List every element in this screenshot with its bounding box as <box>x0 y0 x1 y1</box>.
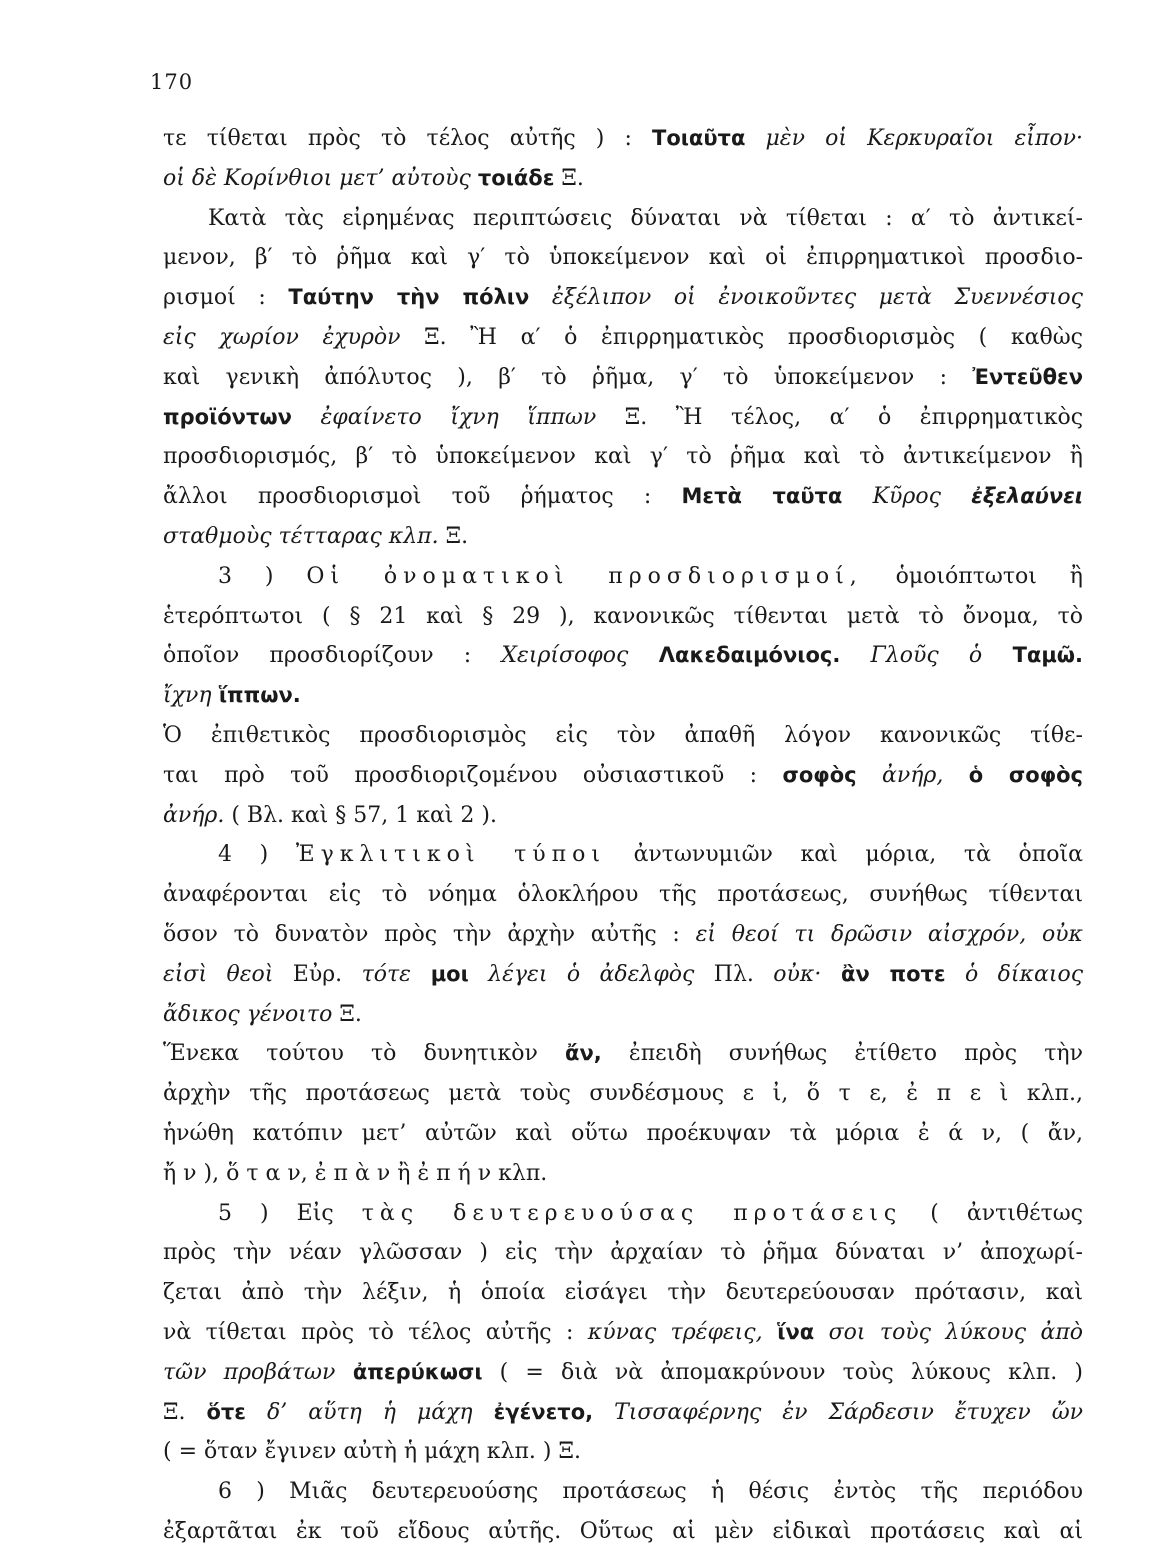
text-segment: ἀντωνυμιῶν καὶ μόρια, τὰ ὁποῖα <box>605 842 1083 868</box>
text-segment: ζεται ἀπὸ τὴν λέξιν, ἡ ὁποία εἰσάγει τὴν δευτερεύουσαν πρότασιν, καὶ <box>163 1280 1083 1306</box>
text-segment: ἤ ν ), ὅ τ α ν, ἐ π ὰ ν ἢ ἐ π ή ν κλπ. <box>163 1160 548 1186</box>
text-line <box>163 238 1083 278</box>
text-line <box>163 119 1083 159</box>
text-segment: 3 ) <box>218 563 307 589</box>
text-segment: οὐκ· <box>773 961 822 987</box>
text-segment: νὰ τίθεται πρὸς τὸ τέλος αὐτῆς : <box>163 1319 588 1345</box>
text-line <box>163 1273 1083 1313</box>
text-line <box>163 875 1083 915</box>
text-line <box>163 1393 1083 1433</box>
text-line <box>163 676 1083 716</box>
text-segment: ἐφαίνετο ἴχνη ἵππων <box>291 404 597 430</box>
text-line <box>163 1432 1083 1472</box>
text-line <box>163 1353 1083 1393</box>
text-segment: Ἐντεῦθεν <box>972 364 1083 389</box>
text-segment: οἱ δὲ Κορίνθιοι μετ’ αὐτοὺς <box>163 165 478 191</box>
text-segment: Πλ. <box>694 961 774 987</box>
text-line <box>163 1313 1083 1353</box>
text-line <box>163 716 1083 756</box>
text-line <box>163 636 1083 676</box>
text-segment: ὁποῖον προσδιορίζουν : <box>163 643 502 669</box>
text-segment: εἰσὶ θεοὶ <box>163 961 274 987</box>
text-segment: Ταύτην τὴν πόλιν <box>288 285 530 310</box>
text-segment: Τοιαῦτα <box>652 126 746 150</box>
text-segment: ὁ δίκαιος <box>945 961 1083 987</box>
text-segment: δ’ αὕτη ἡ μάχη <box>246 1399 494 1425</box>
text-line <box>163 477 1083 517</box>
text-segment: 6 ) Μιᾶς δευτερευούσης προτάσεως ἡ θέσις ἐντὸς τῆς περιόδου <box>218 1479 1083 1505</box>
text-segment: Ξ. <box>438 523 469 549</box>
text-segment: ἡνώθη κατόπιν μετ’ αὐτῶν καὶ οὕτω προέκυψαν τὰ μόρια ἐ ά ν, ( ἄν, <box>163 1120 1083 1146</box>
text-line <box>163 1074 1083 1114</box>
text-segment: Ἕνεκα τούτου τὸ δυνητικὸν <box>163 1041 566 1067</box>
text-line <box>163 517 1083 557</box>
text-line <box>163 1114 1083 1154</box>
text-line <box>163 199 1083 239</box>
text-segment: εἰς χωρίον ἐχυρὸν <box>163 324 401 350</box>
text-line <box>163 557 1083 597</box>
text-segment: πρὸς τὴν νέαν γλῶσσαν ) εἰς τὴν ἀρχαίαν τὸ ῥῆμα δύναται ν’ ἀποχωρί- <box>163 1240 1083 1266</box>
text-segment: τε τίθεται πρὸς τὸ τέλος αὐτῆς ) : <box>163 126 652 151</box>
text-line <box>163 995 1083 1035</box>
text-segment: ἵππων. <box>211 683 301 708</box>
text-line <box>163 1512 1083 1552</box>
text-segment: Οἱ ὀνοματικοὶ προσδιορισμοί, <box>306 563 863 589</box>
text-segment: ἑτερόπτωτοι ( § 21 καὶ § 29 ), κανονικῶς τίθενται μετὰ τὸ ὄνομα, τὸ <box>163 603 1083 629</box>
text-segment: Εὐρ. <box>273 961 362 987</box>
body-text <box>163 119 1083 1552</box>
text-segment: ἀπερύκωσι <box>335 1359 483 1384</box>
text-segment: Ξ. <box>332 1001 362 1027</box>
text-line <box>163 159 1083 199</box>
text-segment: μοι <box>410 961 469 986</box>
text-segment: Ξ. <box>554 165 584 191</box>
text-segment: μενον, β′ τὸ ῥῆμα καὶ γ′ τὸ ὑποκείμενον καὶ οἱ ἐπιρρηματικοὶ προσδιο- <box>163 245 1083 271</box>
text-segment: ἄλλοι προσδιορισμοὶ τοῦ ῥήματος : <box>163 484 682 510</box>
text-segment: Γλοῦς ὁ <box>840 643 983 669</box>
text-segment: ἄδικος γένοιτο <box>163 1001 333 1027</box>
text-line <box>163 1472 1083 1512</box>
text-segment: ἀναφέρονται εἰς τὸ νόημα ὁλοκλήρου τῆς προτάσεως, συνήθως τίθενται <box>163 882 1083 908</box>
text-segment: ( Βλ. καὶ § 57, 1 καὶ 2 ). <box>224 802 497 828</box>
text-line <box>163 318 1083 358</box>
text-segment: σοι τοὺς λύκους ἀπὸ <box>814 1319 1083 1345</box>
text-segment: ται πρὸ τοῦ προσδιοριζομένου οὐσιαστικοῦ : <box>163 762 783 788</box>
text-segment: εἰ θεοί τι δρῶσιν αἰσχρόν, οὐκ <box>695 921 1083 947</box>
text-segment: Ξ. Ἢ α′ ὁ ἐπιρρηματικὸς προσδιορισμὸς ( καθὼς <box>400 324 1083 350</box>
text-line <box>163 597 1083 637</box>
text-segment: ὅσον τὸ δυνατὸν πρὸς τὴν ἀρχὴν αὐτῆς : <box>163 921 696 947</box>
text-segment: προϊόντων <box>163 404 292 429</box>
text-segment: Ξ. Ἢ τέλος, α′ ὁ ἐπιρρηματικὸς <box>596 404 1083 430</box>
text-segment: Κατὰ τὰς εἰρημένας περιπτώσεις δύναται νὰ τίθεται : α′ τὸ ἀντικεί- <box>208 205 1083 231</box>
text-segment: ἀνήρ. <box>163 802 225 828</box>
text-line <box>163 756 1083 796</box>
text-segment: ὁ σοφὸς <box>968 762 1083 787</box>
text-segment: προσδιορισμός, β′ τὸ ὑποκείμενον καὶ γ′ τὸ ῥῆμα καὶ τὸ ἀντικείμενον ἢ <box>163 444 1083 470</box>
text-segment: ( = διὰ νὰ ἀπομακρύνουν τοὺς λύκους κλπ. ) <box>482 1359 1083 1385</box>
text-segment: ἐπειδὴ συνήθως ἐτίθετο πρὸς τὴν <box>601 1041 1083 1067</box>
text-segment: Λακεδαιμόνιος. <box>628 643 841 668</box>
text-segment: Μετὰ ταῦτα <box>681 484 843 509</box>
text-segment: σοφὸς <box>782 762 857 787</box>
text-segment: Ταμῶ. <box>982 643 1083 668</box>
text-segment: τὰς δευτερευούσας προτάσεις <box>361 1200 903 1226</box>
text-segment: ἵνα <box>762 1319 815 1344</box>
text-line <box>163 437 1083 477</box>
text-segment: ὅτε <box>206 1399 246 1424</box>
text-segment: ( = ὅταν ἔγινεν αὐτὴ ἡ μάχη κλπ. ) Ξ. <box>163 1439 581 1465</box>
text-segment: ἀρχὴν τῆς προτάσεως μετὰ τοὺς συνδέσμους ε ἰ, ὅ τ ε, ἐ π ε ὶ κλπ., <box>163 1081 1083 1107</box>
text-line <box>163 278 1083 318</box>
text-segment: καὶ γενικὴ ἀπόλυτος ), β′ τὸ ῥῆμα, γ′ τὸ ὑποκείμενον : <box>163 364 973 390</box>
text-segment: ἐξέλιπον οἱ ἐνοικοῦντες μετὰ Συεννέσιος <box>529 285 1083 311</box>
text-segment: Ἐγκλιτικοὶ τύποι <box>295 842 606 868</box>
text-line <box>163 915 1083 955</box>
text-segment: Κῦρος <box>842 484 972 510</box>
text-segment: κύνας τρέφεις, <box>587 1319 763 1345</box>
text-line <box>163 1154 1083 1194</box>
text-line <box>163 1233 1083 1273</box>
text-segment: λέγει ὁ ἀδελφὸς <box>468 961 695 987</box>
text-segment: ἐξαρτᾶται ἐκ τοῦ εἴδους αὐτῆς. Οὕτως αἱ μὲν εἰδικαὶ προτάσεις καὶ αἱ <box>163 1518 1083 1544</box>
text-line <box>163 1034 1083 1074</box>
text-segment: 4 ) <box>218 842 296 868</box>
text-segment: Ὁ ἐπιθετικὸς προσδιορισμὸς εἰς τὸν ἀπαθῆ λόγον κανονικῶς τίθε- <box>163 722 1083 748</box>
text-segment: σταθμοὺς τέτταρας κλπ. <box>163 523 439 549</box>
text-segment: τοιάδε <box>477 165 555 190</box>
text-line <box>163 796 1083 836</box>
text-line <box>163 1194 1083 1234</box>
text-line <box>163 358 1083 398</box>
text-segment: ἐγένετο, <box>493 1399 594 1424</box>
text-segment: τότε <box>361 961 411 987</box>
text-segment: ἴχνη <box>163 683 212 709</box>
text-segment: Τισσαφέρνης ἐν Σάρδεσιν ἔτυχεν ὤν <box>593 1399 1083 1425</box>
text-segment: ὁμοιόπτωτοι ἢ <box>862 563 1083 589</box>
page-number: 170 <box>150 70 194 94</box>
text-segment: ἂν ποτε <box>821 961 946 986</box>
text-segment: Χειρίσοφος <box>501 643 629 669</box>
text-segment: ρισμοί : <box>163 285 289 311</box>
text-segment: 5 ) Εἰς <box>218 1200 362 1226</box>
text-line <box>163 955 1083 995</box>
text-segment: τῶν προβάτων <box>163 1359 336 1385</box>
text-segment: ( ἀντιθέτως <box>902 1200 1083 1226</box>
text-segment: Ξ. <box>163 1399 207 1425</box>
text-segment: ἐξελαύνει <box>971 484 1083 509</box>
text-segment: μὲν οἱ Κερκυραῖοι εἶπον· <box>745 126 1083 151</box>
text-line <box>163 398 1083 438</box>
text-line <box>163 835 1083 875</box>
text-segment: ἀνήρ, <box>856 762 969 788</box>
text-segment: ἄν, <box>565 1041 602 1066</box>
